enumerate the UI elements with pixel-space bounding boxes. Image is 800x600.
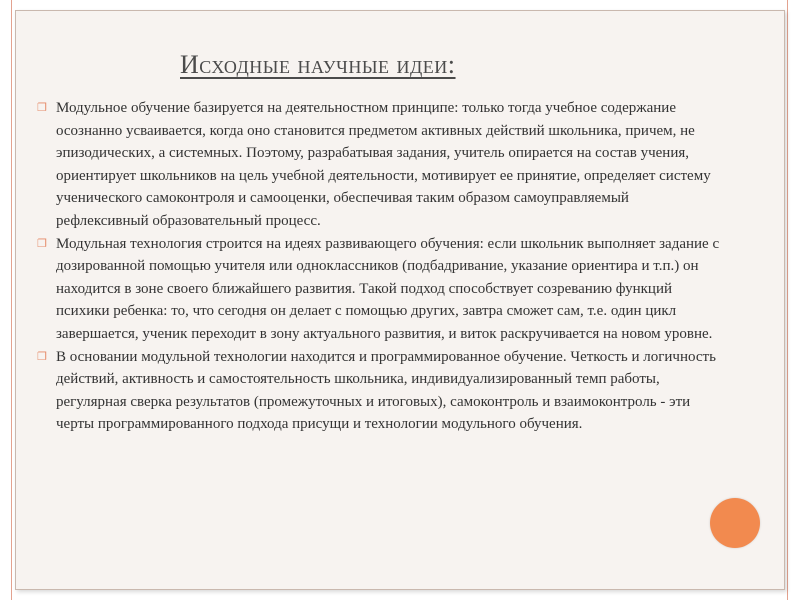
- bullet-item: [37, 233, 720, 346]
- bullet-icon: ❐: [37, 350, 47, 363]
- bullet-text: Модульная технология строится на идеях развивающего обучения: если школьник выполняет задание с дозированной помощью учителя или одноклассников (подбадривание, указание ориентира и т.п.) он находится в зоне своего ближайшего развития. Такой подход способствует созреванию функций психики ребенка: то, что сегодня он делает с помощью других, завтра сможет сам, т.е. один цикл завершается, ученик переходит в зону актуального развития, и виток раскручивается на новом уровне.: [56, 235, 720, 342]
- bullet-item: [37, 346, 720, 436]
- bullet-icon: ❐: [37, 237, 47, 250]
- slide-body: [37, 97, 720, 436]
- bullet-text: В основании модульной технологии находится и программированное обучение. Четкость и логичность действий, активность и самостоятельность школьника, индивидуализированный темп работы, регулярная сверка результатов (промежуточных и итоговых), самоконтроль и взаимоконтроль - эти черты программированного подхода присущи и технологии модульного обучения.: [56, 348, 716, 433]
- left-edge-line: [11, 0, 12, 600]
- orange-circle-decoration: [710, 498, 760, 548]
- slide-title: Исходные научные идеи:: [180, 50, 456, 79]
- right-edge-line: [787, 0, 788, 600]
- bullet-icon: ❐: [37, 102, 47, 114]
- bullet-item: [37, 97, 720, 233]
- bullet-text: Модульное обучение базируется на деятельностном принципе: только тогда учебное содержание осознанно усваивается, когда оно становится предметом активных действий школьника, причем, не эпизодических, а системных. Поэтому, разрабатывая задания, учитель опирается на состав учения, ориентирует школьников на цель учебной деятельности, мотивирует ее принятие, определяет систему ученического самоконтроля и самооценки, обеспечивая таким образом самоуправляемый рефлексивный образовательный процесс.: [56, 100, 711, 229]
